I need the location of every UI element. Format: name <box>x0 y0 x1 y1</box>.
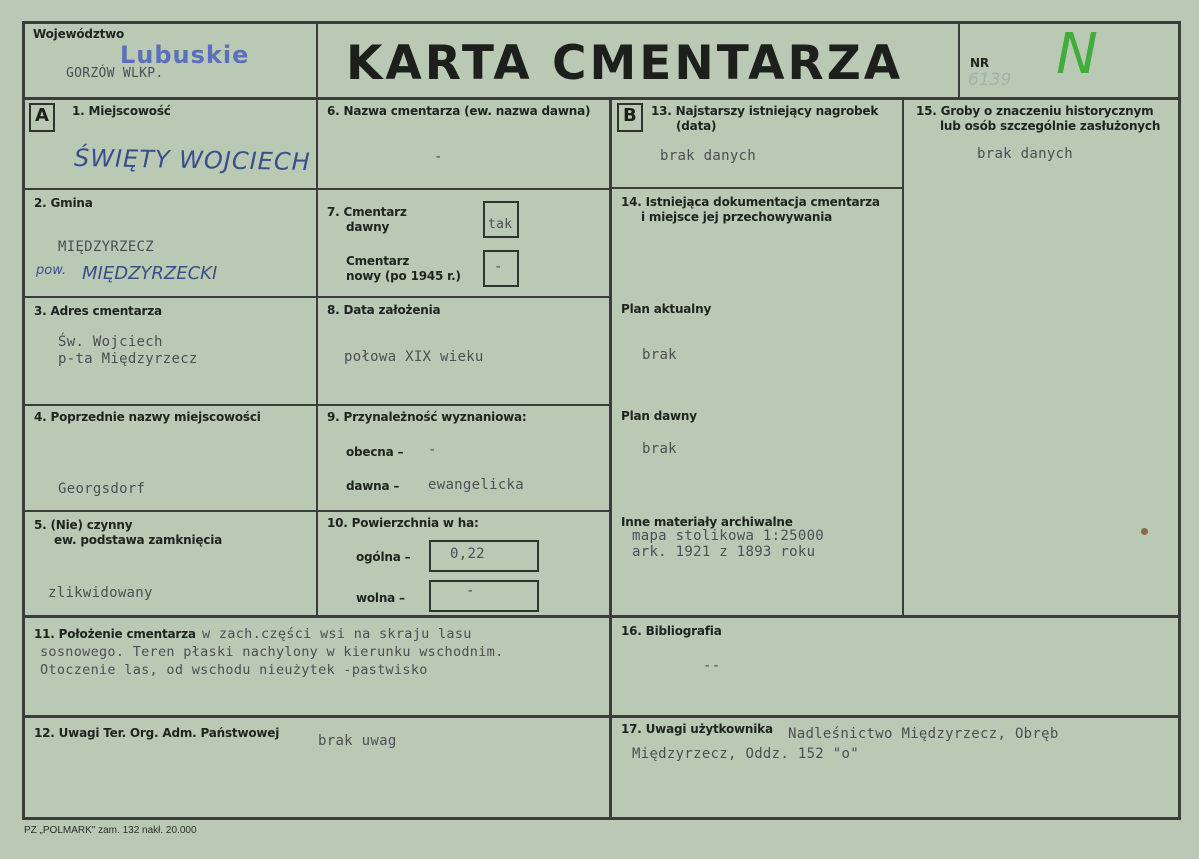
field-13-label-2: (data) <box>676 119 717 133</box>
frame-top <box>22 21 1181 24</box>
field-1-value: ŚWIĘTY WOJCIECH <box>73 143 311 177</box>
field-7-new-label-1: Cmentarz <box>346 254 410 268</box>
archival-line2: ark. 1921 z 1893 roku <box>632 544 816 560</box>
number-label: NR <box>970 56 989 70</box>
field-11-label: 11. Położenie cmentarza <box>34 627 196 641</box>
field-9-current-value: - <box>428 442 437 458</box>
field-7-new-label-2: nowy (po 1945 r.) <box>346 269 461 283</box>
number-handwritten: 6139 <box>968 70 1012 90</box>
field-6-value: - <box>434 149 443 165</box>
plan-current-label: Plan aktualny <box>621 302 712 316</box>
row-line <box>22 296 611 298</box>
field-15-label-2: lub osób szczególnie zasłużonych <box>940 119 1161 133</box>
plan-old-label: Plan dawny <box>621 409 697 423</box>
row-line <box>22 615 1181 618</box>
field-10-total-label: ogólna – <box>356 550 411 564</box>
field-16-value: -- <box>703 658 721 674</box>
paper-spot <box>1141 528 1148 535</box>
frame-bottom <box>22 817 1181 820</box>
field-3-line1: Św. Wojciech <box>58 334 163 350</box>
row-line <box>22 510 611 512</box>
plan-old-value: brak <box>642 441 677 457</box>
field-7-old-label-1: 7. Cmentarz <box>327 205 407 219</box>
field-8-value: połowa XIX wieku <box>344 349 484 365</box>
field-9-former-value: ewangelicka <box>428 477 525 493</box>
field-10-total-value: 0,22 <box>450 546 485 562</box>
field-5-label-1: 5. (Nie) czynny <box>34 518 133 532</box>
section-a-letter: A <box>35 105 49 126</box>
frame-left <box>22 21 25 820</box>
field-10-label: 10. Powierzchnia w ha: <box>327 516 479 530</box>
field-9-current-label: obecna – <box>346 445 404 459</box>
voivodeship-old: GORZÓW WLKP. <box>66 66 164 81</box>
archival-label: Inne materiały archiwalne <box>621 515 793 529</box>
col-sep-3 <box>902 97 904 616</box>
header-sep-1 <box>316 21 318 100</box>
field-11-line3: Otoczenie las, od wschodu nieużytek -pastwisko <box>40 662 428 678</box>
field-16-label: 16. Bibliografia <box>621 624 722 638</box>
card-title: KARTA CMENTARZA <box>346 36 904 91</box>
field-14-label-1: 14. Istniejąca dokumentacja cmentarza <box>621 195 880 209</box>
field-11-line2: sosnowego. Teren płaski nachylony w kierunku wschodnim. <box>40 644 504 660</box>
field-11-line1: w zach.części wsi na skraju lasu <box>202 626 472 642</box>
field-10-free-label: wolna – <box>356 591 405 605</box>
field-9-former-label: dawna – <box>346 479 400 493</box>
field-3-label: 3. Adres cmentarza <box>34 304 162 318</box>
field-2-hand-value: MIĘDZYRZECKI <box>82 263 218 284</box>
field-7-old-value: tak <box>488 217 513 232</box>
row-line <box>22 404 611 406</box>
header-divider <box>22 97 1181 100</box>
field-6-label: 6. Nazwa cmentarza (ew. nazwa dawna) <box>327 104 591 118</box>
field-3-line2: p-ta Międzyrzecz <box>58 351 198 367</box>
number-letter: N <box>1056 22 1098 87</box>
col-sep-2 <box>609 97 612 820</box>
col-sep-1 <box>316 97 318 616</box>
frame-right <box>1178 21 1181 820</box>
field-17-label: 17. Uwagi użytkownika <box>621 722 773 736</box>
field-12-label: 12. Uwagi Ter. Org. Adm. Państwowej <box>34 726 280 740</box>
field-9-label: 9. Przynależność wyznaniowa: <box>327 410 527 424</box>
field-1-label: 1. Miejscowość <box>72 104 171 118</box>
field-8-label: 8. Data założenia <box>327 303 441 317</box>
header-sep-2 <box>958 21 960 100</box>
field-2-value: MIĘDZYRZECZ <box>58 239 155 255</box>
section-b-letter: B <box>623 105 637 126</box>
field-14-label-2: i miejsce jej przechowywania <box>641 210 833 224</box>
field-13-value: brak danych <box>660 148 757 164</box>
field-15-value: brak danych <box>977 146 1074 162</box>
field-2-label: 2. Gmina <box>34 196 93 210</box>
field-13-label-1: 13. Najstarszy istniejący nagrobek <box>651 104 879 118</box>
field-15-label-1: 15. Groby o znaczeniu historycznym <box>916 104 1154 118</box>
field-5-label-2: ew. podstawa zamknięcia <box>54 533 223 547</box>
voivodeship-label: Województwo <box>33 27 125 41</box>
row-line <box>22 188 611 190</box>
field-2-hand-prefix: pow. <box>36 263 67 278</box>
voivodeship-stamp: Lubuskie <box>120 41 250 69</box>
field-17-line1: Nadleśnictwo Międzyrzecz, Obręb <box>788 726 1059 742</box>
field-17-line2: Międzyrzecz, Oddz. 152 "o" <box>632 746 859 762</box>
field-5-value: zlikwidowany <box>48 585 153 601</box>
row-line <box>22 715 1181 718</box>
field-10-free-value: - <box>466 583 475 599</box>
field-7-new-value: - <box>494 259 503 275</box>
archival-line1: mapa stolikowa 1:25000 <box>632 528 825 544</box>
row-line <box>609 187 904 189</box>
field-4-label: 4. Poprzednie nazwy miejscowości <box>34 410 261 424</box>
printer-footer: PZ „POLMARK" zam. 132 nakł. 20.000 <box>24 825 197 836</box>
field-10-free-box <box>429 580 539 612</box>
field-7-old-label-2: dawny <box>346 220 390 234</box>
field-12-value: brak uwag <box>318 733 397 749</box>
field-4-value: Georgsdorf <box>58 481 146 497</box>
plan-current-value: brak <box>642 347 677 363</box>
